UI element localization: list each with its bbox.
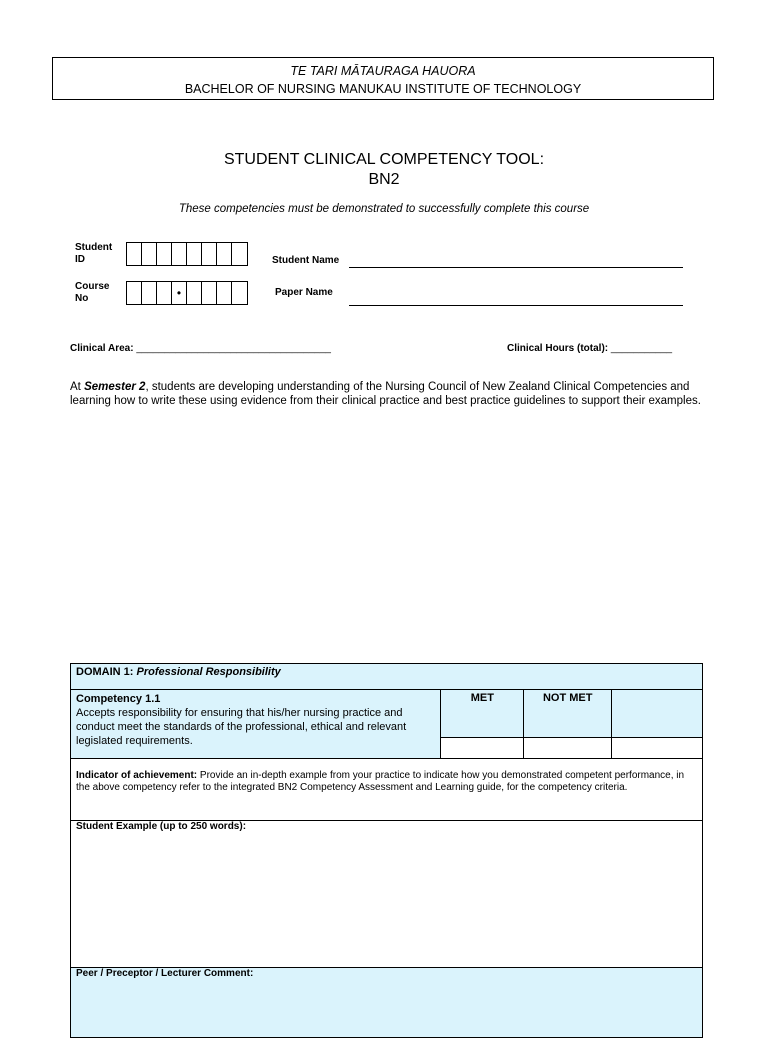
competency-cell: [71, 690, 441, 759]
institution-header: [52, 57, 714, 100]
student-name-label: Student Name: [272, 255, 340, 266]
indicator-cell: [71, 759, 703, 821]
domain-name: Professional Responsibility: [136, 666, 281, 678]
met-checkbox-cell[interactable]: [441, 738, 524, 759]
comment-cell[interactable]: [71, 968, 703, 1038]
title-line-2: BN2: [368, 171, 400, 188]
intro-paragraph: [70, 380, 705, 408]
clinical-hours-field[interactable]: ___________: [610, 343, 673, 354]
student-id-label-line1: Student: [75, 242, 113, 253]
student-id-digit[interactable]: [157, 243, 172, 265]
indicator-text: Provide an in-depth example from your practice to indicate how you demonstrated competent performance, in the above competency refer to the integrated BN2 Competency Assessment and Learning guide, for the competency criteria.: [76, 770, 685, 793]
paper-name-field[interactable]: [349, 305, 683, 306]
course-no-digit[interactable]: [202, 282, 217, 304]
clinical-area-field[interactable]: ___________________________________: [136, 343, 331, 354]
student-id-label: [75, 242, 112, 266]
document-title: [0, 150, 768, 190]
course-no-separator-dot: •: [172, 282, 187, 304]
course-no-digit[interactable]: [187, 282, 202, 304]
clinical-hours-label: Clinical Hours (total):: [507, 343, 609, 354]
competency-title: Competency 1.1: [76, 693, 161, 705]
met-header: MET: [441, 690, 524, 738]
student-id-digit[interactable]: [142, 243, 157, 265]
blank-header-cell: [612, 690, 703, 738]
course-no-digit[interactable]: [217, 282, 232, 304]
student-id-digit[interactable]: [217, 243, 232, 265]
document-subtitle: These competencies must be demonstrated to successfully complete this course: [178, 203, 590, 215]
paper-name-label: Paper Name: [275, 287, 333, 298]
domain-competency-table: [70, 663, 703, 1038]
indicator-label: Indicator of achievement:: [76, 770, 198, 781]
student-name-field[interactable]: [349, 267, 683, 268]
header-maori-title: TE TARI MĀTAURAGA HAUORA: [290, 64, 476, 78]
clinical-area-label: Clinical Area:: [70, 343, 134, 354]
course-no-digit[interactable]: [127, 282, 142, 304]
intro-text: , students are developing understanding of the Nursing Council of New Zealand Clinical Competencies and learning how to write these using evidence from their clinical practice and best practice guidelines to support their examples.: [70, 381, 701, 407]
comment-label: Peer / Preceptor / Lecturer Comment:: [76, 968, 254, 979]
domain-header-cell: [71, 664, 703, 690]
clinical-area-row: [70, 343, 331, 354]
title-line-1: STUDENT CLINICAL COMPETENCY TOOL:: [223, 151, 545, 168]
course-no-label-line1: Course: [75, 281, 110, 292]
student-example-label: Student Example (up to 250 words):: [76, 821, 247, 832]
clinical-hours-row: [507, 343, 672, 354]
header-institution-name: BACHELOR OF NURSING MANUKAU INSTITUTE OF TECHNOLOGY: [184, 82, 582, 96]
student-id-digit[interactable]: [232, 243, 247, 265]
intro-prefix: At: [70, 381, 85, 393]
course-no-digit[interactable]: [232, 282, 247, 304]
student-id-boxes[interactable]: [126, 242, 248, 266]
student-id-digit[interactable]: [202, 243, 217, 265]
student-id-digit[interactable]: [127, 243, 142, 265]
student-example-cell[interactable]: [71, 821, 703, 968]
student-id-digit[interactable]: [172, 243, 187, 265]
course-no-label-line2: No: [75, 293, 89, 304]
domain-label: DOMAIN 1:: [76, 666, 137, 678]
student-id-digit[interactable]: [187, 243, 202, 265]
not-met-checkbox-cell[interactable]: [524, 738, 612, 759]
course-no-digit[interactable]: [142, 282, 157, 304]
blank-response-cell[interactable]: [612, 738, 703, 759]
competency-text: Accepts responsibility for ensuring that his/her nursing practice and conduct meet the standards of the professional, ethical and relevant legislated requirements.: [76, 707, 407, 747]
course-no-label: [75, 281, 109, 305]
intro-semester: Semester 2: [84, 381, 146, 393]
student-id-label-line2: ID: [75, 254, 85, 265]
not-met-header: NOT MET: [524, 690, 612, 738]
course-no-digit[interactable]: [157, 282, 172, 304]
course-no-boxes[interactable]: [126, 281, 248, 305]
